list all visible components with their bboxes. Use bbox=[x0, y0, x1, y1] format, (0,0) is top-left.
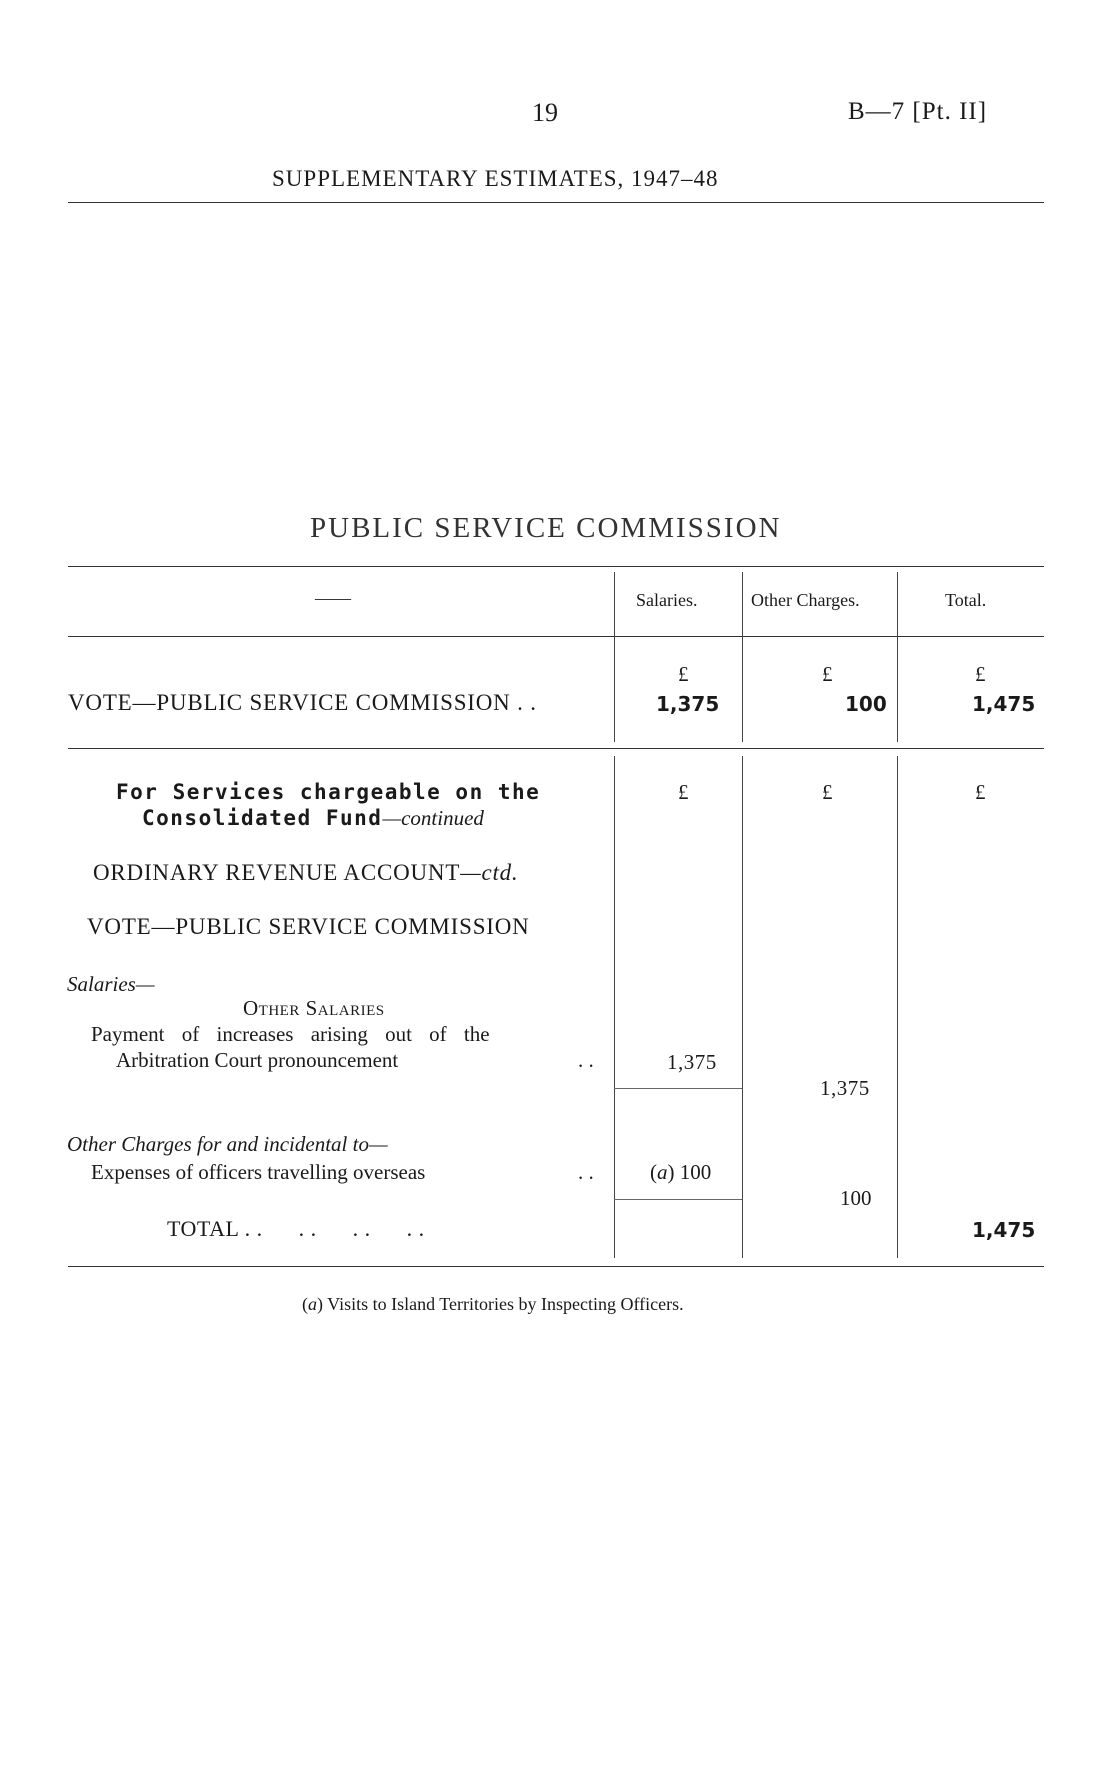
detail-currency-other: £ bbox=[822, 780, 833, 804]
footnote: (a) Visits to Island Territories by Inspecting Officers. bbox=[302, 1294, 684, 1314]
column-header-salaries: Salaries. bbox=[636, 590, 698, 610]
continued-label: —continued bbox=[382, 806, 484, 830]
column-separator-1-detail bbox=[614, 756, 615, 1258]
consolidated-fund-label: Consolidated Fund bbox=[142, 806, 383, 830]
account-suffix: —ctd. bbox=[460, 860, 519, 885]
table-top-rule bbox=[68, 566, 1044, 567]
summary-currency-total: £ bbox=[975, 662, 986, 686]
footnote-mark: a bbox=[308, 1294, 317, 1314]
column-header-other-charges: Other Charges. bbox=[751, 590, 860, 610]
table-bottom-rule bbox=[68, 1266, 1044, 1267]
account-heading bbox=[93, 860, 519, 886]
detail-currency-total: £ bbox=[975, 780, 986, 804]
payment-leader-dots: . . bbox=[578, 1048, 594, 1072]
services-heading-line2 bbox=[142, 806, 484, 831]
other-charges-subtotal-other-column: 100 bbox=[840, 1186, 872, 1210]
other-salaries-heading: Other Salaries bbox=[243, 996, 385, 1020]
grand-total-value: 1,475 bbox=[972, 1218, 1036, 1242]
expenses-salaries-amount: (a) 100 bbox=[650, 1160, 712, 1184]
column-separator-2-detail bbox=[742, 756, 743, 1258]
summary-total-value: 1,475 bbox=[972, 692, 1036, 716]
document-reference: B—7 [Pt. II] bbox=[848, 98, 988, 125]
column-header-total: Total. bbox=[945, 590, 987, 610]
summary-salaries-value: 1,375 bbox=[656, 692, 720, 716]
column-header-blank: —— bbox=[315, 588, 351, 608]
salaries-subtotal-rule bbox=[614, 1088, 742, 1089]
vote-heading: VOTE—PUBLIC SERVICE COMMISSION bbox=[87, 914, 530, 939]
total-label: TOTAL . . . . . . . . bbox=[167, 1216, 425, 1241]
services-heading-line1: For Services chargeable on the bbox=[116, 780, 541, 804]
column-separator-1 bbox=[614, 572, 615, 742]
header-rule bbox=[68, 202, 1044, 203]
payment-salaries-amount: 1,375 bbox=[667, 1050, 717, 1074]
salaries-subheading bbox=[67, 972, 155, 997]
summary-other-value: 100 bbox=[845, 692, 887, 716]
payment-description-line2: Arbitration Court pronouncement bbox=[116, 1048, 399, 1072]
page-number: 19 bbox=[532, 98, 558, 127]
other-charges-subtotal-rule bbox=[614, 1199, 742, 1200]
summary-currency-other: £ bbox=[822, 662, 833, 686]
expenses-leader-dots: . . bbox=[578, 1160, 594, 1184]
account-name: ORDINARY REVENUE ACCOUNT bbox=[93, 860, 461, 885]
page-title: PUBLIC SERVICE COMMISSION bbox=[310, 512, 782, 544]
detail-currency-salaries: £ bbox=[678, 780, 689, 804]
payment-description-line1: Payment of increases arising out of the bbox=[91, 1022, 490, 1046]
expenses-amount: 100 bbox=[679, 1160, 712, 1184]
column-separator-3-detail bbox=[897, 756, 898, 1258]
column-separator-2 bbox=[742, 572, 743, 742]
column-separator-3 bbox=[897, 572, 898, 742]
summary-currency-salaries: £ bbox=[678, 662, 689, 686]
salaries-subtotal-other-column: 1,375 bbox=[820, 1076, 870, 1100]
other-charges-subheading bbox=[67, 1132, 388, 1157]
summary-vote-label: VOTE—PUBLIC SERVICE COMMISSION . . bbox=[68, 690, 537, 715]
summary-row-rule bbox=[68, 748, 1044, 749]
salaries-subheading-text: Salaries— bbox=[67, 972, 155, 996]
footnote-text: Visits to Island Territories by Inspecting Officers. bbox=[327, 1294, 684, 1314]
other-charges-subheading-text: Other Charges for and incidental to— bbox=[67, 1132, 388, 1156]
running-title: SUPPLEMENTARY ESTIMATES, 1947–48 bbox=[272, 166, 719, 191]
expenses-footnote-mark: a bbox=[657, 1160, 668, 1184]
expenses-description: Expenses of officers travelling overseas bbox=[91, 1160, 426, 1184]
